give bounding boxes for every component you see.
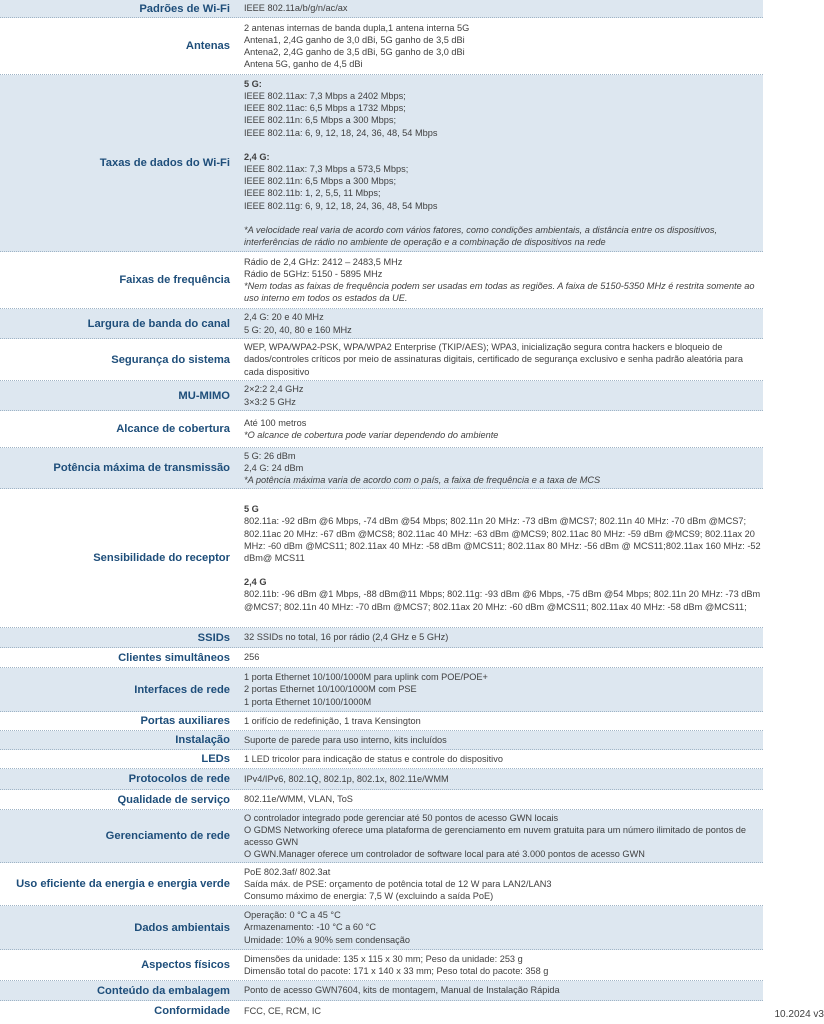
value-line: 2×2:2 2,4 GHz	[244, 384, 304, 395]
spec-row	[0, 731, 763, 750]
spec-value	[236, 341, 763, 378]
spec-row	[0, 339, 763, 381]
spec-value	[236, 671, 763, 708]
spec-value	[236, 311, 763, 335]
band-heading: 2,4 G	[244, 577, 267, 588]
value-line: Rádio de 5GHz: 5150 - 5895 MHz	[244, 268, 383, 279]
footnote: *Nem todas as faixas de frequência podem ser usadas em todas as regiões. A faixa de 5150-5350 MHz é restrita somente ao uso interno em todos os estados da UE.	[244, 281, 755, 304]
value-line: Dimensões da unidade: 135 x 115 x 30 mm; Peso da unidade: 253 g	[244, 953, 523, 964]
spec-label: Alcance de cobertura	[116, 423, 230, 435]
spec-row	[0, 906, 763, 950]
spec-value	[236, 753, 763, 765]
spec-value	[236, 651, 763, 663]
value-line: O GWN.Manager oferece um controlador de software local para até 3.000 pontos de acesso GWN	[244, 849, 645, 860]
value-line: Até 100 metros	[244, 417, 307, 428]
band-heading: 5 G	[244, 504, 259, 515]
value-line: IPv4/IPv6, 802.1Q, 802.1p, 802.1x, 802.11e/WMM	[244, 773, 449, 784]
spec-row	[0, 0, 763, 18]
spec-value	[236, 812, 763, 861]
spec-label: Clientes simultâneos	[118, 651, 230, 664]
spec-label: Segurança do sistema	[111, 353, 230, 366]
spec-row	[0, 750, 763, 769]
spec-row	[0, 489, 763, 628]
spec-value	[236, 909, 763, 946]
value-line: Antena1, 2,4G ganho de 3,0 dBi, 5G ganho de 3,5 dBi	[244, 34, 465, 45]
footnote: *A velocidade real varia de acordo com vários fatores, como condições ambientais, a distância entre os dispositivos, interferências de rádio no ambiente de operação e a combinação de dispositivos na rede	[244, 224, 718, 248]
spec-label: Potência máxima de transmissão	[53, 462, 230, 474]
spec-row	[0, 712, 763, 731]
spec-value	[236, 715, 763, 727]
value-line: 802.11e/WMM, VLAN, ToS	[244, 794, 353, 805]
spec-label: Largura de banda do canal	[87, 317, 230, 330]
band-heading: 5 G:	[244, 78, 262, 89]
spec-value	[236, 450, 763, 487]
spec-row	[0, 1001, 763, 1021]
value-line: IEEE 802.11ac: 6,5 Mbps a 1732 Mbps;	[244, 103, 406, 114]
footnote: *A potência máxima varia de acordo com o país, a faixa de frequência e a taxa de MCS	[244, 475, 601, 486]
spec-row	[0, 810, 763, 863]
value-line: IEEE 802.11ax: 7,3 Mbps a 2402 Mbps;	[244, 90, 406, 101]
value-line: PoE 802.3af/ 802.3at	[244, 866, 331, 877]
spec-row	[0, 75, 763, 252]
spec-value	[236, 2, 763, 14]
spec-label: SSIDs	[197, 631, 230, 644]
value-line: Dimensão total do pacote: 171 x 140 x 33 mm; Peso total do pacote: 358 g	[244, 966, 549, 976]
spec-label: Conteúdo da embalagem	[96, 984, 230, 997]
value-line: Armazenamento: -10 °C a 60 °C	[244, 922, 376, 933]
value-line: IEEE 802.11n: 6,5 Mbps a 300 Mbps;	[244, 115, 397, 126]
spec-label: Uso eficiente da energia e energia verde	[16, 878, 230, 890]
value-line: 1 porta Ethernet 10/100/1000M para uplink com POE/POE+	[244, 672, 488, 683]
value-line: IEEE 802.11b: 1, 2, 5,5, 11 Mbps;	[244, 188, 381, 199]
value-line: IEEE 802.11n: 6,5 Mbps a 300 Mbps;	[244, 176, 397, 187]
spec-label: Taxas de dados do Wi-Fi	[99, 157, 230, 169]
spec-value	[236, 866, 763, 903]
spec-label: Protocolos de rede	[128, 773, 230, 785]
value-text: WEP, WPA/WPA2-PSK, WPA/WPA2 Enterprise (TKIP/AES); WPA3, inicialização segura contra hackers e bloqueio de dados/controles críticos por meio de assinaturas digitais, certificado de segurança exclusivo e senha padrão aleatória para cada dispositivo	[244, 342, 743, 377]
spec-row	[0, 668, 763, 712]
spec-value	[236, 417, 763, 441]
spec-label: Sensibilidade do receptor	[93, 552, 230, 564]
spec-label: Interfaces de rede	[134, 683, 230, 696]
value-line: 5 G: 26 dBm	[244, 450, 296, 461]
spec-row	[0, 648, 763, 668]
spec-row	[0, 863, 763, 906]
spec-row	[0, 950, 763, 981]
value-line: Umidade: 10% a 90% sem condensação	[244, 934, 410, 945]
spec-value	[236, 256, 763, 305]
spec-label: Dados ambientais	[134, 921, 230, 934]
value-line: IEEE 802.11a: 6, 9, 12, 18, 24, 36, 48, 54 Mbps	[244, 127, 438, 138]
value-line: IEEE 802.11a/b/g/n/ac/ax	[244, 3, 348, 14]
spec-label: Portas auxiliares	[140, 715, 230, 727]
value-line: O GDMS Networking oferece uma plataforma de gerenciamento em nuvem gratuita para um número ilimitado de pontos de acesso GWN	[244, 824, 746, 847]
spec-value	[236, 22, 763, 71]
value-line: 1 LED tricolor para indicação de status e controle do dispositivo	[244, 753, 503, 764]
spec-label: Faixas de frequência	[119, 274, 230, 286]
value-line: Rádio de 2,4 GHz: 2412 – 2483,5 MHz	[244, 256, 403, 267]
spec-label: Qualidade de serviço	[117, 793, 230, 806]
spec-label: Conformidade	[154, 1005, 230, 1017]
spec-label: Antenas	[185, 40, 230, 52]
spec-row	[0, 769, 763, 790]
version-label: 10.2024 v3	[774, 1009, 824, 1020]
spec-value	[236, 1005, 763, 1017]
spec-label: LEDs	[201, 753, 230, 765]
spec-row	[0, 628, 763, 648]
value-line: 2 antenas internas de banda dupla,1 antena interna 5G	[244, 22, 470, 33]
spec-value	[236, 953, 763, 977]
spec-value	[236, 78, 763, 248]
spec-value	[236, 631, 763, 643]
spec-row	[0, 448, 763, 489]
value-line: 256	[244, 652, 260, 663]
value-line: 3×3:2 5 GHz	[244, 396, 296, 407]
value-line: Antena 5G, ganho de 4,5 dBi	[244, 59, 363, 70]
value-line: FCC, CE, RCM, IC	[244, 1005, 322, 1016]
value-line: Ponto de acesso GWN7604, kits de montagem, Manual de Instalação Rápida	[244, 985, 560, 996]
spec-value	[236, 984, 763, 996]
value-line: Antena2, 2,4G ganho de 3,5 dBi, 5G ganho de 3,0 dBi	[244, 47, 465, 57]
spec-label: Gerenciamento de rede	[105, 830, 230, 842]
spec-row	[0, 381, 763, 411]
value-line: Operação: 0 °C a 45 °C	[244, 910, 341, 921]
value-line: 2,4 G: 24 dBm	[244, 462, 304, 473]
value-line: O controlador integrado pode gerenciar até 50 pontos de acesso GWN locais	[244, 812, 559, 823]
value-line: 2 portas Ethernet 10/100/1000M com PSE	[244, 684, 417, 695]
spec-row	[0, 411, 763, 448]
spec-value	[236, 734, 763, 746]
value-line: 1 porta Ethernet 10/100/1000M	[244, 696, 372, 707]
spec-value	[236, 503, 763, 613]
footnote: *O alcance de cobertura pode variar dependendo do ambiente	[244, 430, 499, 440]
spec-label: Padrões de Wi-Fi	[139, 2, 230, 15]
value-line: 5 G: 20, 40, 80 e 160 MHz	[244, 324, 352, 335]
value-line: 1 orifício de redefinição, 1 trava Kensington	[244, 715, 421, 726]
value-text: 802.11a: -92 dBm @6 Mbps, -74 dBm @54 Mbps; 802.11n 20 MHz: -73 dBm @MCS7; 802.11n 40 MHz: -70 dBm @MCS7; 802.11ac 20 MHz: -67 dBm @MCS8; 802.11ac 40 MHz: -63 dBm @MCS9; 802.11ac 80 MHz: -59 dBm @MCS9; 802.11ax 20 MHz: -60 dBm @MCS11; 802.11ax 40 MHz: -58 dBm @MCS11; 802.11ax 80 MHz: -56 dBm @ MCS11;802.11ax 160 MHz: -52 dBm@ MCS11	[244, 516, 761, 563]
value-line: Saída máx. de PSE: orçamento de potência total de 12 W para LAN2/LAN3	[244, 878, 552, 889]
spec-label: Instalação	[175, 734, 230, 746]
spec-row	[0, 252, 763, 309]
spec-row	[0, 981, 763, 1001]
spec-value	[236, 773, 763, 785]
spec-row	[0, 18, 763, 75]
value-line: Suporte de parede para uso interno, kits incluídos	[244, 734, 447, 745]
value-line: IEEE 802.11g: 6, 9, 12, 18, 24, 36, 48, 54 Mbps	[244, 200, 438, 211]
spec-value	[236, 793, 763, 805]
spec-value	[236, 383, 763, 407]
value-line: 2,4 G: 20 e 40 MHz	[244, 312, 324, 323]
spec-row	[0, 790, 763, 810]
value-line: 32 SSIDs no total, 16 por rádio (2,4 GHz e 5 GHz)	[244, 632, 449, 643]
spec-row	[0, 309, 763, 339]
value-line: Consumo máximo de energia: 7,5 W (excluindo a saída PoE)	[244, 891, 494, 902]
value-text: 802.11b: -96 dBm @1 Mbps, -88 dBm@11 Mbps; 802.11g: -93 dBm @6 Mbps, -75 dBm @54 Mbps; 802.11n 20 MHz: -73 dBm @MCS7; 802.11n 40 MHz: -70 dBm @MCS7; 802.11ax 20 MHz: -60 dBm @MCS11; 802.11ax 40 MHz: -58 dBm @MCS11;	[244, 589, 761, 612]
band-heading: 2,4 G:	[244, 151, 270, 162]
value-line: IEEE 802.11ax: 7,3 Mbps a 573,5 Mbps;	[244, 164, 409, 174]
spec-label: MU-MIMO	[178, 389, 230, 402]
spec-label: Aspectos físicos	[141, 959, 230, 971]
